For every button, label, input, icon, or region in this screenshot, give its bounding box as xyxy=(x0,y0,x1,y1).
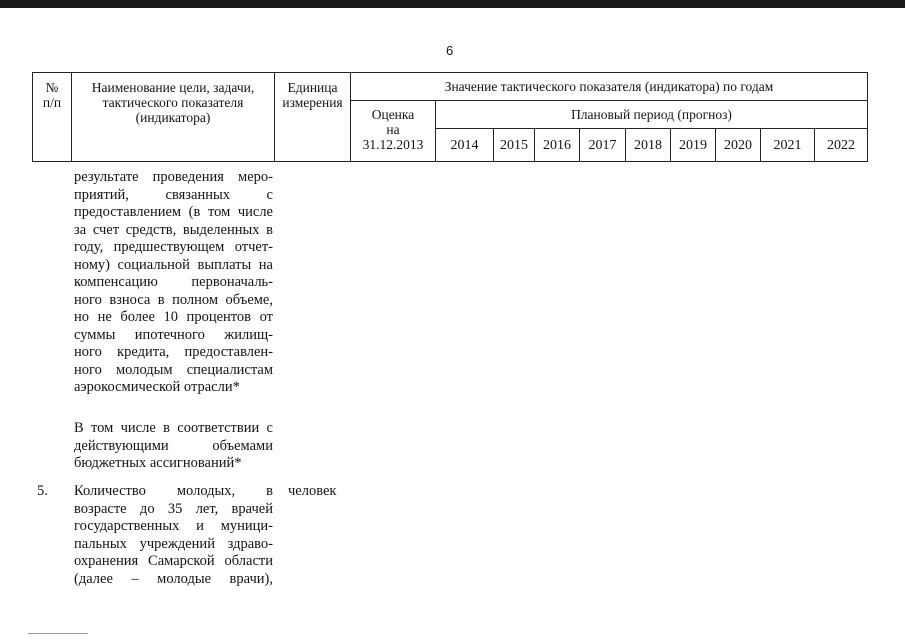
text-line: пальных учреждений здраво- xyxy=(74,535,273,552)
footnote-rule xyxy=(28,633,88,634)
text-line: но не более 10 процентов от xyxy=(74,309,273,325)
text-line: году, предшествующем отчет- xyxy=(74,239,273,255)
text-line: за счет средств, выделенных в xyxy=(74,221,273,238)
text-line: охранения Самарской области xyxy=(74,553,273,569)
including-text xyxy=(74,420,273,473)
text-line: Количество молодых, в xyxy=(74,483,273,499)
year-2014: 2014 xyxy=(436,129,494,162)
row5-number: 5. xyxy=(37,483,48,499)
header-name: Наименование цели, задачи, тактического показателя (индикатора) xyxy=(72,73,275,162)
text-line: ного молодым специалистам xyxy=(74,361,273,378)
row5-text xyxy=(74,483,273,588)
row5-unit: человек xyxy=(288,483,337,499)
text-line: аэрокосмической отрасли* xyxy=(74,379,240,395)
page-top-border xyxy=(0,0,905,8)
text-line: предоставлением (в том числе xyxy=(74,204,273,220)
header-estimate: Оценка на 31.12.2013 xyxy=(351,101,436,162)
header-plan-title: Плановый период (прогноз) xyxy=(436,101,868,129)
year-2018: 2018 xyxy=(626,129,671,162)
year-2020: 2020 xyxy=(716,129,761,162)
text-line: ному) социальной выплаты на xyxy=(74,256,273,273)
text-line: ного кредита, предоставлен- xyxy=(74,344,273,360)
text-line: результате проведения меро- xyxy=(74,169,273,185)
text-line: компенсацию первоначаль- xyxy=(74,274,273,290)
text-line: бюджетных ассигнований* xyxy=(74,455,242,471)
header-value-title: Значение тактического показателя (индикатора) по годам xyxy=(351,73,868,101)
text-line: действующими объемами xyxy=(74,437,273,454)
text-line: В том числе в соответствии с xyxy=(74,420,273,436)
header-table xyxy=(32,72,868,162)
text-line: государственных и муници- xyxy=(74,518,273,534)
text-line: суммы ипотечного жилищ- xyxy=(74,326,273,343)
continuation-text xyxy=(74,169,273,397)
year-2016: 2016 xyxy=(535,129,580,162)
year-2021: 2021 xyxy=(761,129,815,162)
text-line: приятий, связанных с xyxy=(74,186,273,203)
header-unit: Единица измерения xyxy=(275,73,351,162)
text-line: (далее – молодые врачи), xyxy=(74,570,273,587)
header-num: № п/п xyxy=(33,73,72,162)
year-2017: 2017 xyxy=(580,129,626,162)
year-2015: 2015 xyxy=(494,129,535,162)
year-2019: 2019 xyxy=(671,129,716,162)
text-line: ного взноса в полном объеме, xyxy=(74,291,273,308)
page-number: 6 xyxy=(446,43,454,58)
text-line: возрасте до 35 лет, врачей xyxy=(74,500,273,517)
year-2022: 2022 xyxy=(815,129,868,162)
